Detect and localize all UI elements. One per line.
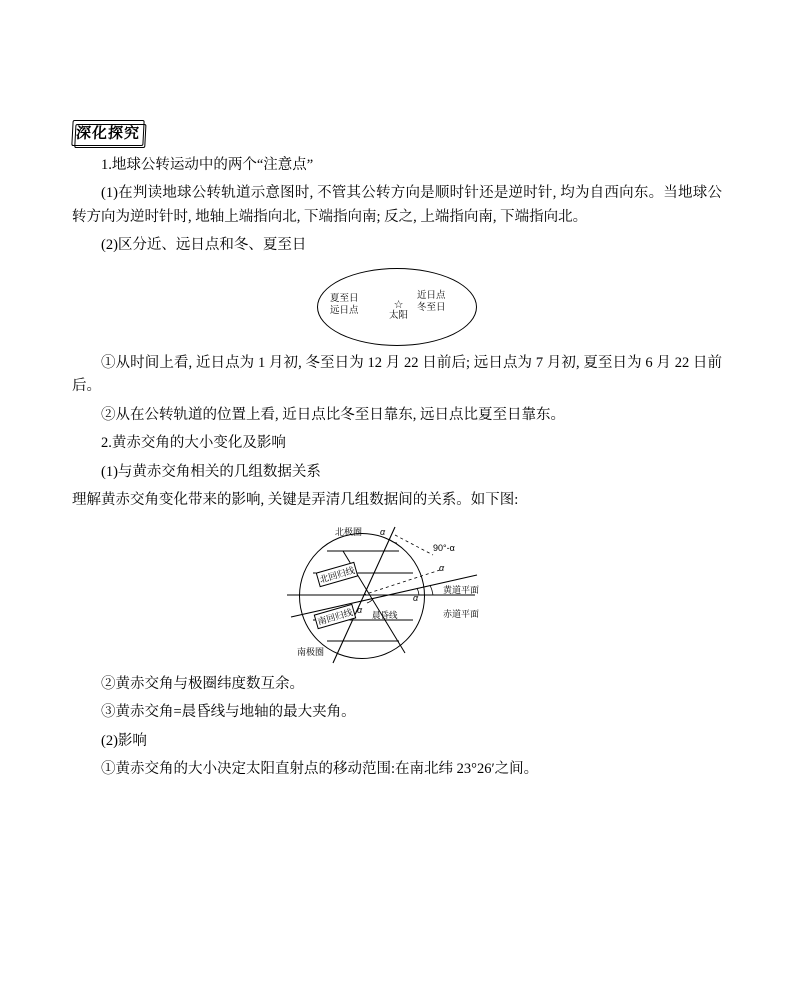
orbit-diagram	[317, 268, 477, 346]
heading-2: 2.黄赤交角的大小变化及影响	[101, 435, 286, 452]
paragraph-9: ③黄赤交角=晨昏线与地轴的最大夹角。	[101, 704, 356, 721]
heading-1: 1.地球公转运动中的两个“注意点”	[101, 157, 314, 173]
section-banner: 深化探究	[71, 120, 144, 146]
label-perihelion: 近日点	[417, 289, 446, 301]
paragraph-5: ②从在公转轨道的位置上看, 近日点比冬至日靠东, 远日点比夏至日靠东。	[101, 406, 565, 423]
label-angle-alpha-3: α	[357, 604, 363, 615]
label-winter-solstice: 冬至日	[417, 301, 446, 313]
label-angle-alpha-top: α	[380, 526, 386, 537]
label-antarctic-circle: 南极圈	[297, 646, 325, 657]
paragraph-10: (2)影响	[101, 732, 147, 749]
label-terminator: 晨昏线	[372, 609, 398, 620]
label-summer-solstice: 夏至日	[330, 292, 359, 304]
paragraph-4: ①从时间上看, 近日点为 1 月初, 冬至日为 12 月 22 日前后; 远日点为 7 月初, 夏至日为 6 月 22 日前后。	[72, 354, 722, 395]
star-icon: ☆	[393, 298, 404, 311]
label-angle-alpha-2: α	[413, 592, 419, 603]
label-tropic-of-capricorn: 南回归线	[314, 604, 357, 629]
label-sun: 太阳	[389, 310, 409, 322]
paragraph-6: (1)与黄赤交角相关的几组数据关系	[101, 463, 321, 480]
section-banner-wrapper	[72, 120, 722, 146]
label-equatorial-plane: 赤道平面	[443, 608, 480, 619]
label-aphelion: 远日点	[330, 304, 359, 316]
paragraph-11: ①黄赤交角的大小决定太阳直射点的移动范围:在南北纬 23°26′之间。	[101, 761, 539, 778]
paragraph-2: (2)区分近、远日点和冬、夏至日	[101, 237, 307, 254]
paragraph-1: (1)在判读地球公转轨道示意图时, 不管其公转方向是顺时针还是逆时针, 均为自西向东。当地球公转方向为逆时针时, 地轴上端指向北, 下端指向南; 反之, 上端指向南, 下端指向北。	[72, 185, 722, 225]
label-arctic-circle: 北极圈	[335, 526, 363, 537]
label-ecliptic-plane: 黄道平面	[443, 584, 480, 595]
label-angle-complement: 90°-α	[433, 542, 455, 553]
orbit-right-labels	[417, 290, 446, 314]
globe-circle-shape	[299, 533, 425, 659]
page-content	[72, 120, 722, 787]
label-angle-alpha-1: α	[439, 562, 445, 573]
label-tropic-of-cancer: 北回归线	[316, 562, 359, 587]
sun-marker	[389, 299, 408, 322]
globe-diagram	[247, 525, 547, 665]
orbit-left-labels	[330, 293, 359, 317]
paragraph-8: ②黄赤交角与极圈纬度数互余。	[101, 675, 304, 692]
paragraph-7: 理解黄赤交角变化带来的影响, 关键是弄清几组数据间的关系。如下图:	[72, 492, 519, 509]
